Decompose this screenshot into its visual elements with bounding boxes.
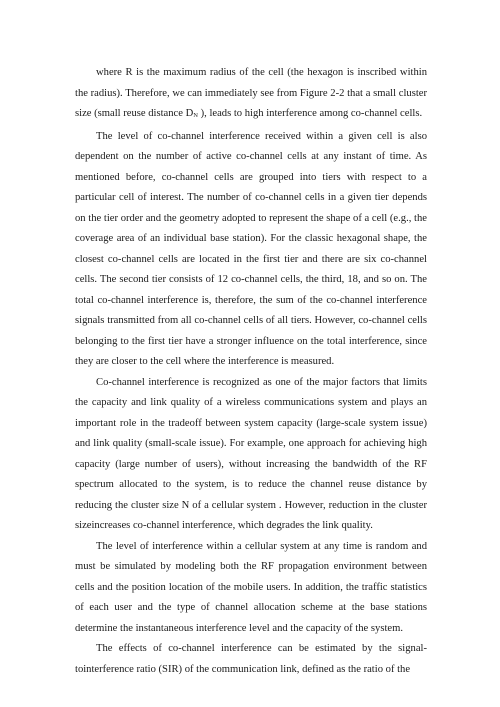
paragraph-1-text: where R is the maximum radius of the cell (the hexagon is inscribed within the radius). Therefore, we can immediately see from Figure 2-2 that a small cluster size (small reuse distance D [75, 67, 427, 119]
body-text [75, 63, 427, 680]
paragraph-5: The effects of co-channel interference can be estimated by the signal-tointerference ratio (SIR) of the communication link, defined as the ratio of the [75, 643, 427, 675]
distance-subscript: N [193, 112, 198, 119]
paragraph-3: Co-channel interference is recognized as one of the major factors that limits the capacity and link quality of a wireless communications system and plays an important role in the tradeoff between system capacity (large-scale system issue) and link quality (small-scale issue). For example, one approach for achieving high capacity (large number of users), without increasing the bandwidth of the RF spectrum allocated to the system, is to reduce the channel reuse distance by reducing the cluster size N of a cellular system . However, reduction in the cluster sizeincreases co-channel interference, which degrades the link quality. [75, 376, 427, 531]
paragraph-2: The level of co-channel interference received within a given cell is also dependent on the number of active co-channel cells at any instant of time. As mentioned before, co-channel cells are grouped into tiers with respect to a particular cell of interest. The number of co-channel cells in a given tier depends on the tier order and the geometry adopted to represent the shape of a cell (e.g., the coverage area of an individual base station). For the classic hexagonal shape, the closest co-channel cells are located in the first tier and there are six co-channel cells. The second tier consists of 12 co-channel cells, the third, 18, and so on. The total co-channel interference is, therefore, the sum of the co-channel interference signals transmitted from all co-channel cells of all tiers. However, co-channel cells belonging to the first tier have a stronger influence on the total interference, since they are closer to the cell where the interference is measured. [75, 130, 427, 367]
paragraph-4: The level of interference within a cellular system at any time is random and must be simulated by modeling both the RF propagation environment between cells and the position location of the mobile users. In addition, the traffic statistics of each user and the type of channel allocation scheme at the base stations determine the instantaneous interference level and the capacity of the system. [75, 540, 427, 634]
paragraph-1-text-after: ), leads to high interference among co-channel cells. [197, 108, 423, 119]
paragraph-1 [75, 63, 427, 127]
